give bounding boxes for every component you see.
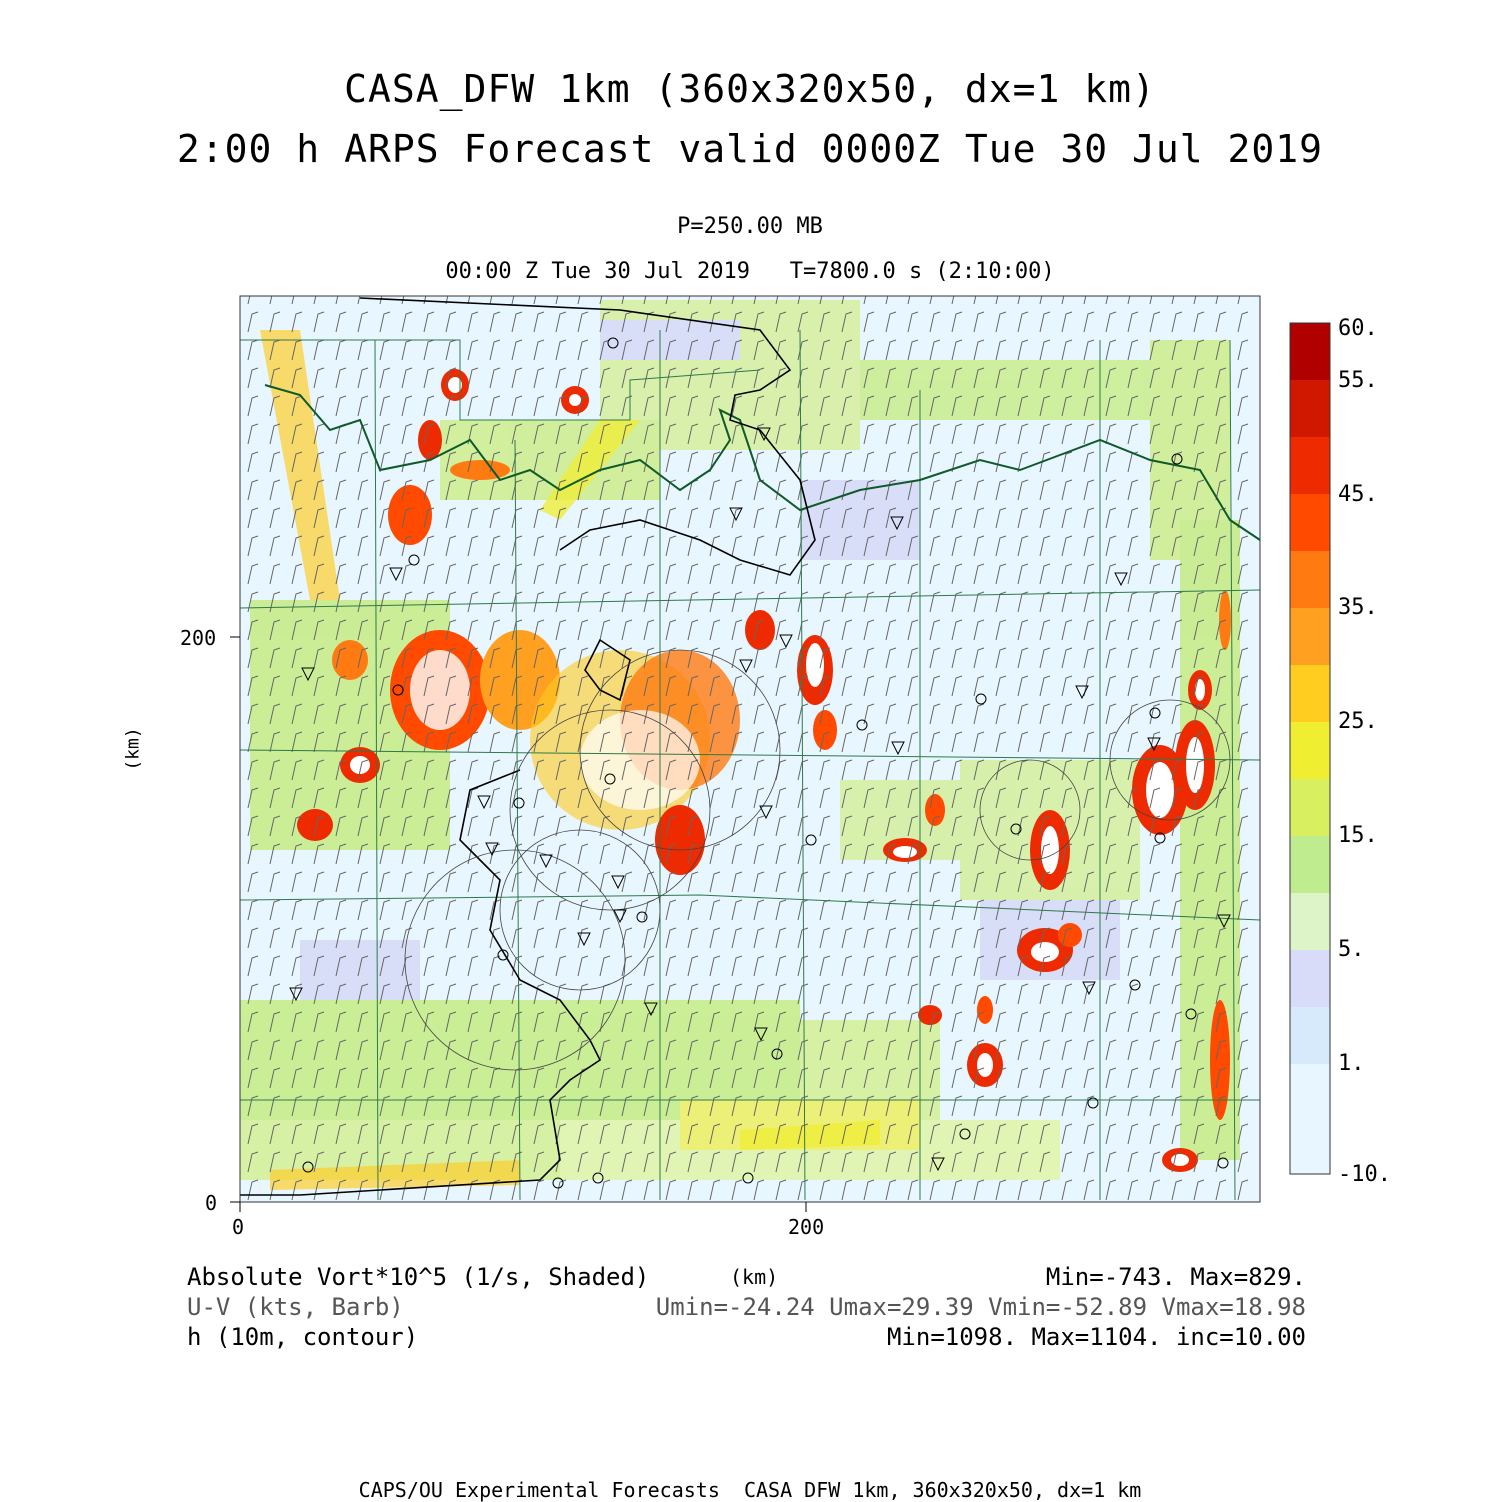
colorbar-label-minus10: -10. — [1338, 1162, 1391, 1187]
forecast-valid-title: 2:00 h ARPS Forecast valid 0000Z Tue 30 Jul 2019 — [176, 127, 1324, 171]
colorbar-label-1: 1. — [1338, 1051, 1365, 1076]
colorbar-label-25: 25. — [1338, 709, 1378, 734]
field1-name: Absolute Vort*10^5 (1/s, Shaded) — [187, 1263, 650, 1291]
colorbar-label-55: 55. — [1338, 368, 1378, 393]
credit-line: CAPS/OU Experimental Forecasts CASA DFW 1km, 360x320x50, dx=1 km — [358, 1478, 1142, 1502]
x-tick-200: 200 — [788, 1215, 825, 1239]
field2-stats: Umin=-24.24 Umax=29.39 Vmin=-52.89 Vmax=18.98 — [655, 1293, 1306, 1321]
map-title: CASA_DFW 1km (360x320x50, dx=1 km) — [344, 67, 1156, 111]
x-axis-label: (km) — [730, 1265, 779, 1289]
colorbar-label-15: 15. — [1338, 823, 1378, 848]
y-axis-label: (km) — [122, 727, 144, 771]
valid-time-label: 00:00 Z Tue 30 Jul 2019 T=7800.0 s (2:10:00) — [445, 259, 1055, 284]
x-tick-0: 0 — [232, 1215, 245, 1239]
y-tick-0: 0 — [205, 1191, 218, 1215]
field3-stats: Min=1098. Max=1104. inc=10.00 — [886, 1323, 1306, 1351]
y-tick-200: 200 — [180, 626, 217, 650]
colorbar-label-60: 60. — [1338, 316, 1378, 341]
colorbar-label-45: 45. — [1338, 482, 1378, 507]
colorbar-label-35: 35. — [1338, 595, 1378, 620]
field3-name: h (10m, contour) — [187, 1323, 419, 1351]
field2-name: U-V (kts, Barb) — [187, 1293, 404, 1321]
colorbar — [1290, 323, 1330, 1174]
pressure-level-label: P=250.00 MB — [677, 214, 823, 239]
field1-stats: Min=-743. Max=829. — [1045, 1263, 1306, 1291]
colorbar-label-5: 5. — [1338, 937, 1365, 962]
map-area — [240, 296, 1260, 1202]
wind-barbs — [240, 296, 1260, 1202]
